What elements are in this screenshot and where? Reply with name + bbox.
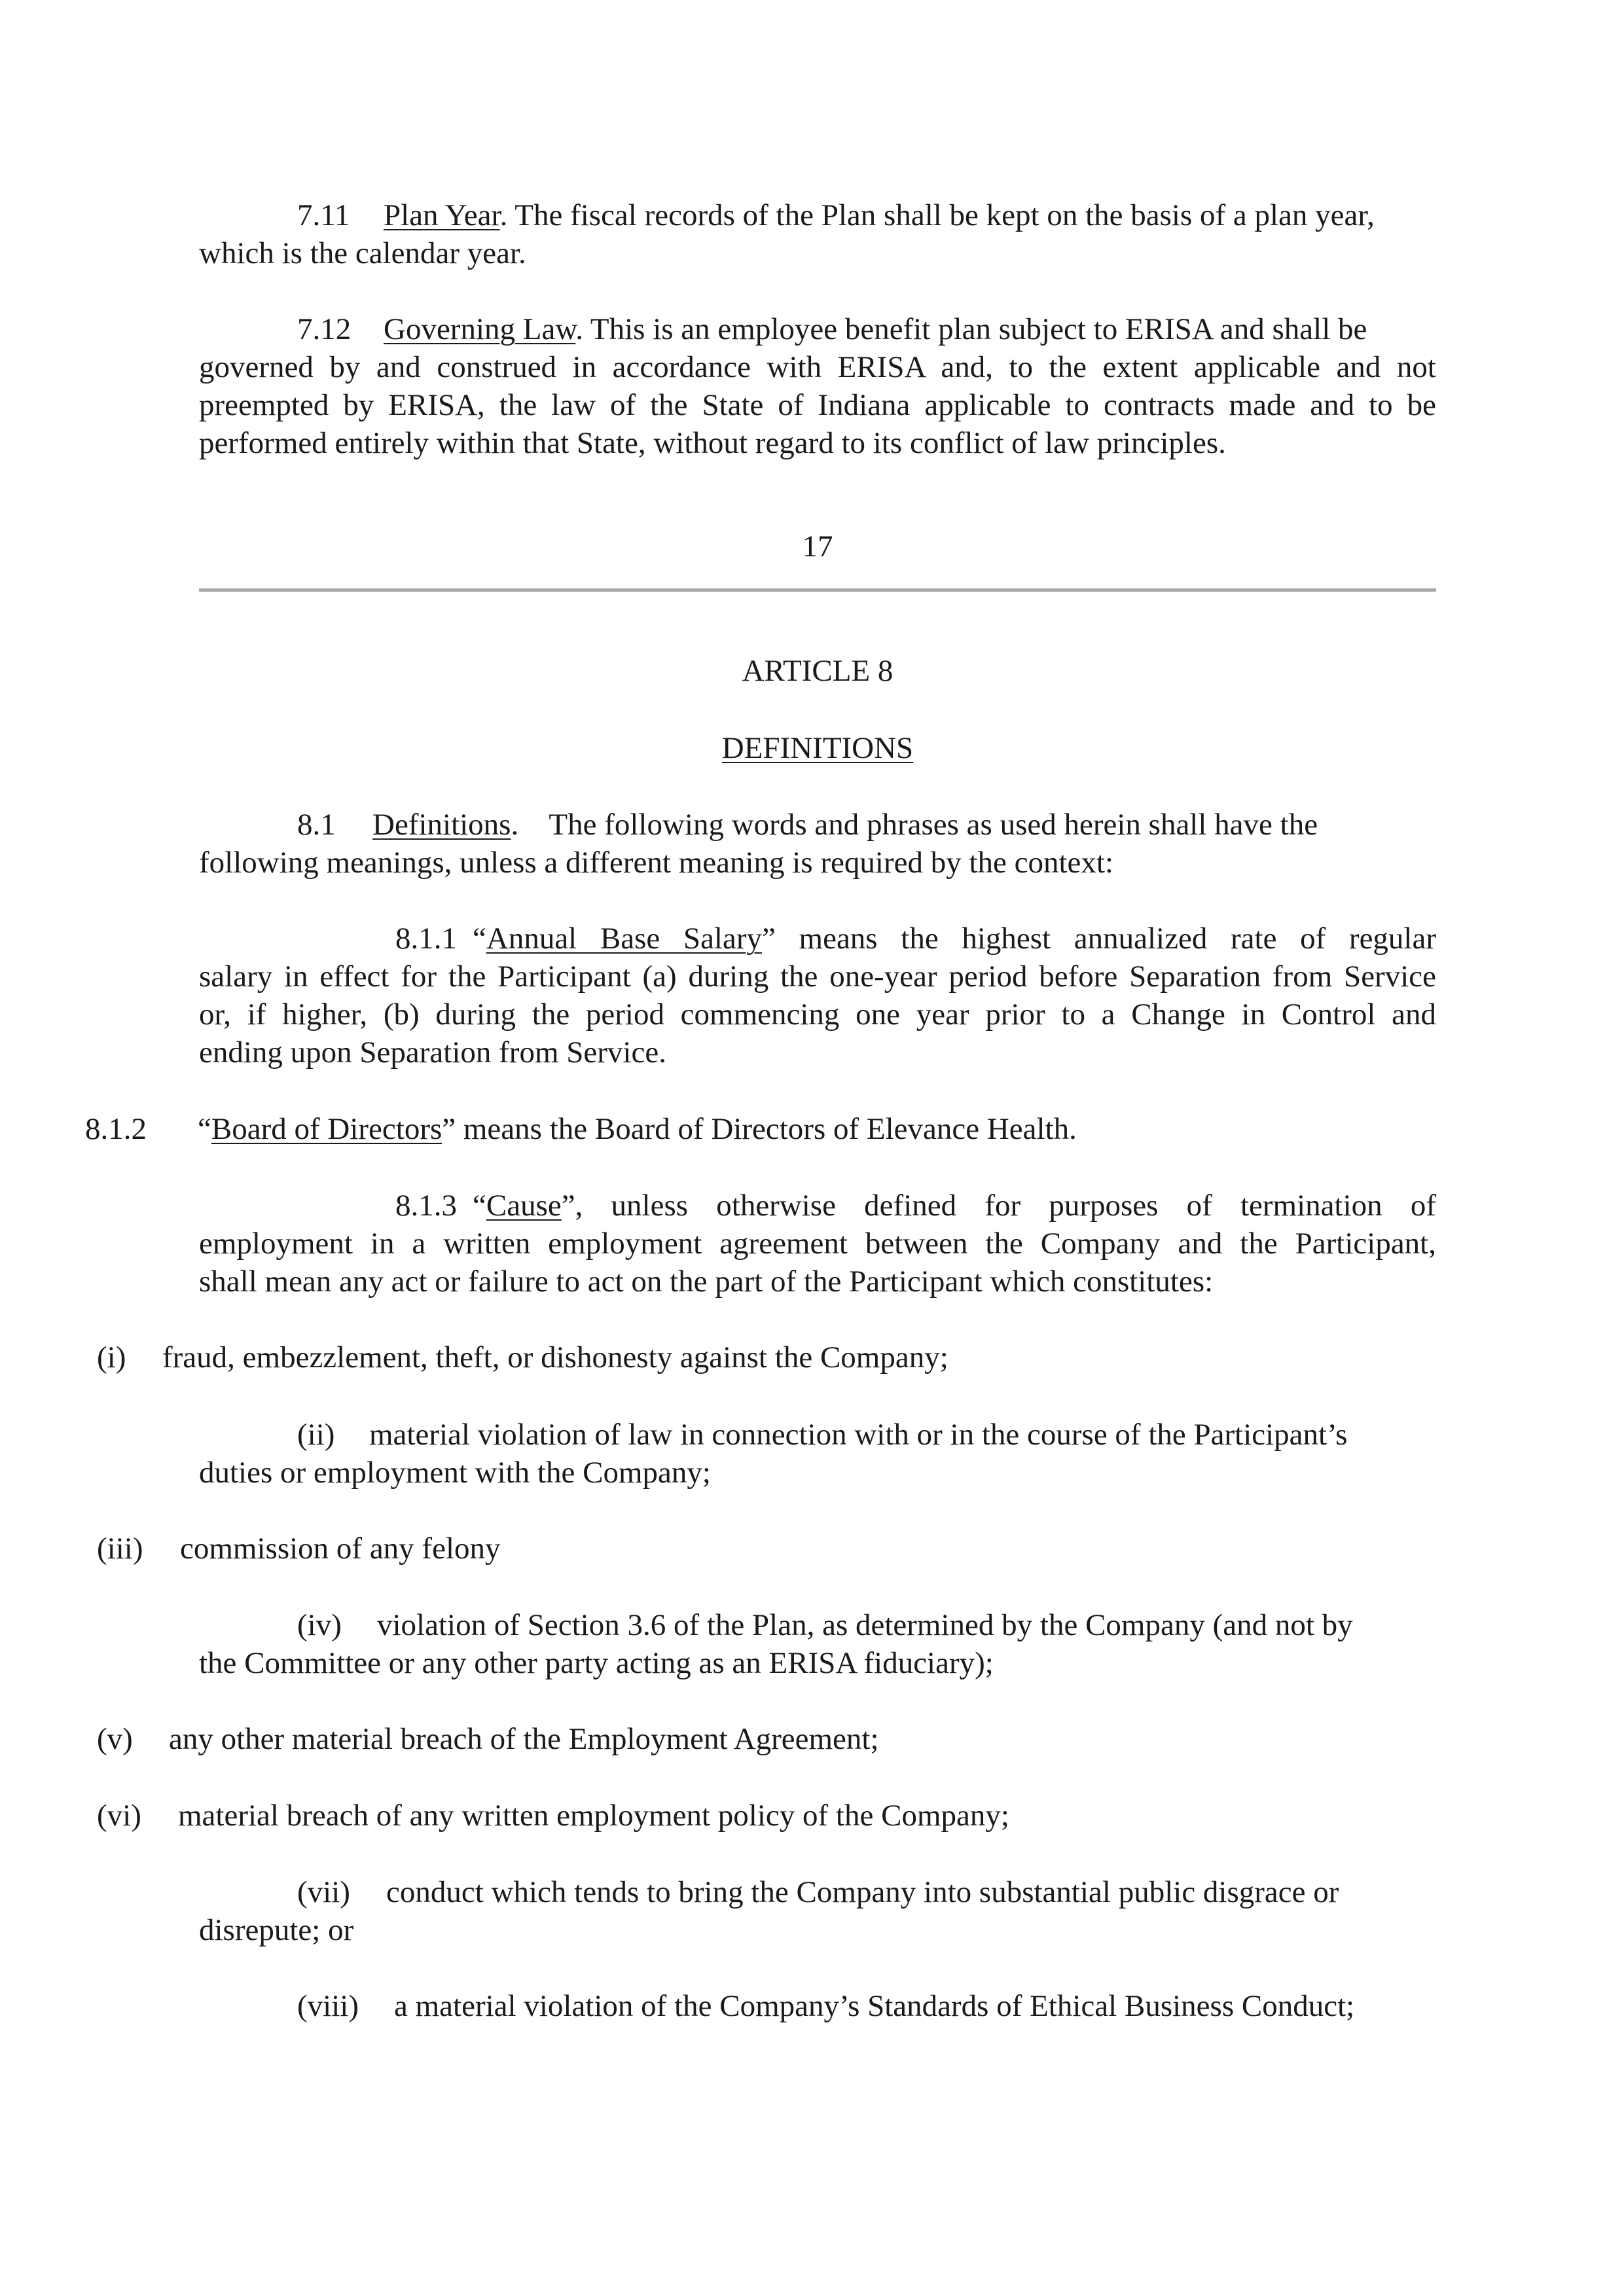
list-item-text: disrepute; or [199,1913,354,1947]
list-item-number: (iv) [297,1608,342,1642]
article-heading: ARTICLE 8 [742,654,893,688]
section-text: governed by and construed in accordance with ERISA and, to the extent applicable and not [199,350,1436,384]
list-item [97,1530,1436,1568]
list-item-number: (viii) [297,1989,359,2023]
list-item [199,1606,1436,1682]
definition-8-1-2: 8.1.2 “Board of Directors” means the Board of Directors of Elevance Health. [85,1110,1436,1148]
definition-text: ” means the Board of Directors of Elevance Health. [442,1112,1077,1146]
definition-text: shall mean any act or failure to act on the part of the Participant which constitutes: [199,1265,1214,1299]
section-title: Plan Year [384,198,500,232]
list-item [97,1338,1436,1376]
definition-number: 8.1.2 [85,1112,147,1146]
list-item-text: commission of any felony [180,1532,501,1566]
definition-text: employment in a written employment agreement between the Company and the Participant, [199,1227,1436,1261]
list-item-number: (ii) [297,1418,335,1452]
list-item-text: a material violation of the Company’s Standards of Ethical Business Conduct; [394,1989,1355,2023]
list-item-number: (i) [97,1340,126,1374]
list-item [199,1416,1436,1492]
defined-term: Annual Base Salary [486,922,762,956]
section-text: . The following words and phrases as used herein shall have the [511,808,1318,842]
page-divider [199,588,1436,592]
definition-text: ending upon Separation from Service. [199,1035,666,1069]
list-item-number: (vii) [297,1875,350,1909]
list-item-text: the Committee or any other party acting as an ERISA fiduciary); [199,1646,994,1680]
list-item-text: duties or employment with the Company; [199,1456,711,1490]
definition-text: or, if higher, (b) during the period commencing one year prior to a Change in Control and [199,997,1436,1031]
defined-term: Board of Directors [211,1112,442,1146]
section-number: 8.1 [297,808,336,842]
definition-number: 8.1.1 [395,922,457,956]
section-number: 7.11 [297,198,350,232]
section-8-1 [199,806,1436,882]
list-item-text: material violation of law in connection with or in the course of the Participant’s [369,1418,1348,1452]
section-text: . The fiscal records of the Plan shall be kept on the basis of a plan year, [499,198,1375,232]
section-text: preempted by ERISA, the law of the State of Indiana applicable to contracts made and to be [199,388,1436,422]
list-item [97,1797,1436,1835]
list-item [97,1720,1436,1758]
definition-number: 8.1.3 [395,1189,457,1223]
definition-text: ” means the highest annualized rate of regular [762,922,1436,956]
list-item-text: material breach of any written employment policy of the Company; [178,1799,1009,1833]
definition-text: ”, unless otherwise defined for purposes of termination of [561,1189,1436,1223]
section-text: performed entirely within that State, without regard to its conflict of law principles. [199,426,1226,460]
section-text: following meanings, unless a different meaning is required by the context: [199,846,1114,880]
section-7-12 [199,310,1436,462]
section-text: . This is an employee benefit plan subject to ERISA and shall be [575,312,1367,346]
list-item-text: conduct which tends to bring the Company into substantial public disgrace or [386,1875,1339,1909]
definition-8-1-3: 8.1.3 “Cause”, unless otherwise defined for purposes of termination of employment in a written employment agreement between the Company and the Participant, shall mean any act or failure to act on the part of the Participant which constitutes: [199,1187,1436,1300]
section-text: which is the calendar year. [199,236,526,270]
section-title: Definitions [372,808,511,842]
section-7-11 [199,196,1436,272]
list-item-text: violation of Section 3.6 of the Plan, as determined by the Company (and not by [377,1608,1353,1642]
article-subheading: DEFINITIONS [721,731,914,765]
list-item-number: (iii) [97,1532,143,1566]
page-number: 17 [802,529,833,564]
list-item [199,1987,1436,2025]
list-item-number: (v) [97,1722,133,1756]
section-number: 7.12 [297,312,352,346]
definition-text: salary in effect for the Participant (a) during the one-year period before Separation from Service [199,960,1436,994]
list-item-text: fraud, embezzlement, theft, or dishonesty against the Company; [162,1340,948,1374]
list-item [199,1873,1436,1949]
list-item-number: (vi) [97,1799,141,1833]
section-title: Governing Law [384,312,576,346]
defined-term: Cause [486,1189,562,1223]
list-item-text: any other material breach of the Employment Agreement; [169,1722,879,1756]
definition-8-1-1: 8.1.1 “Annual Base Salary” means the highest annualized rate of regular salary in effect for the Participant (a) during the one-year period before Separation from Service or, if higher, (b) during the period commencing one year prior to a Change in Control and ending upon Separation from Service. [199,920,1436,1071]
